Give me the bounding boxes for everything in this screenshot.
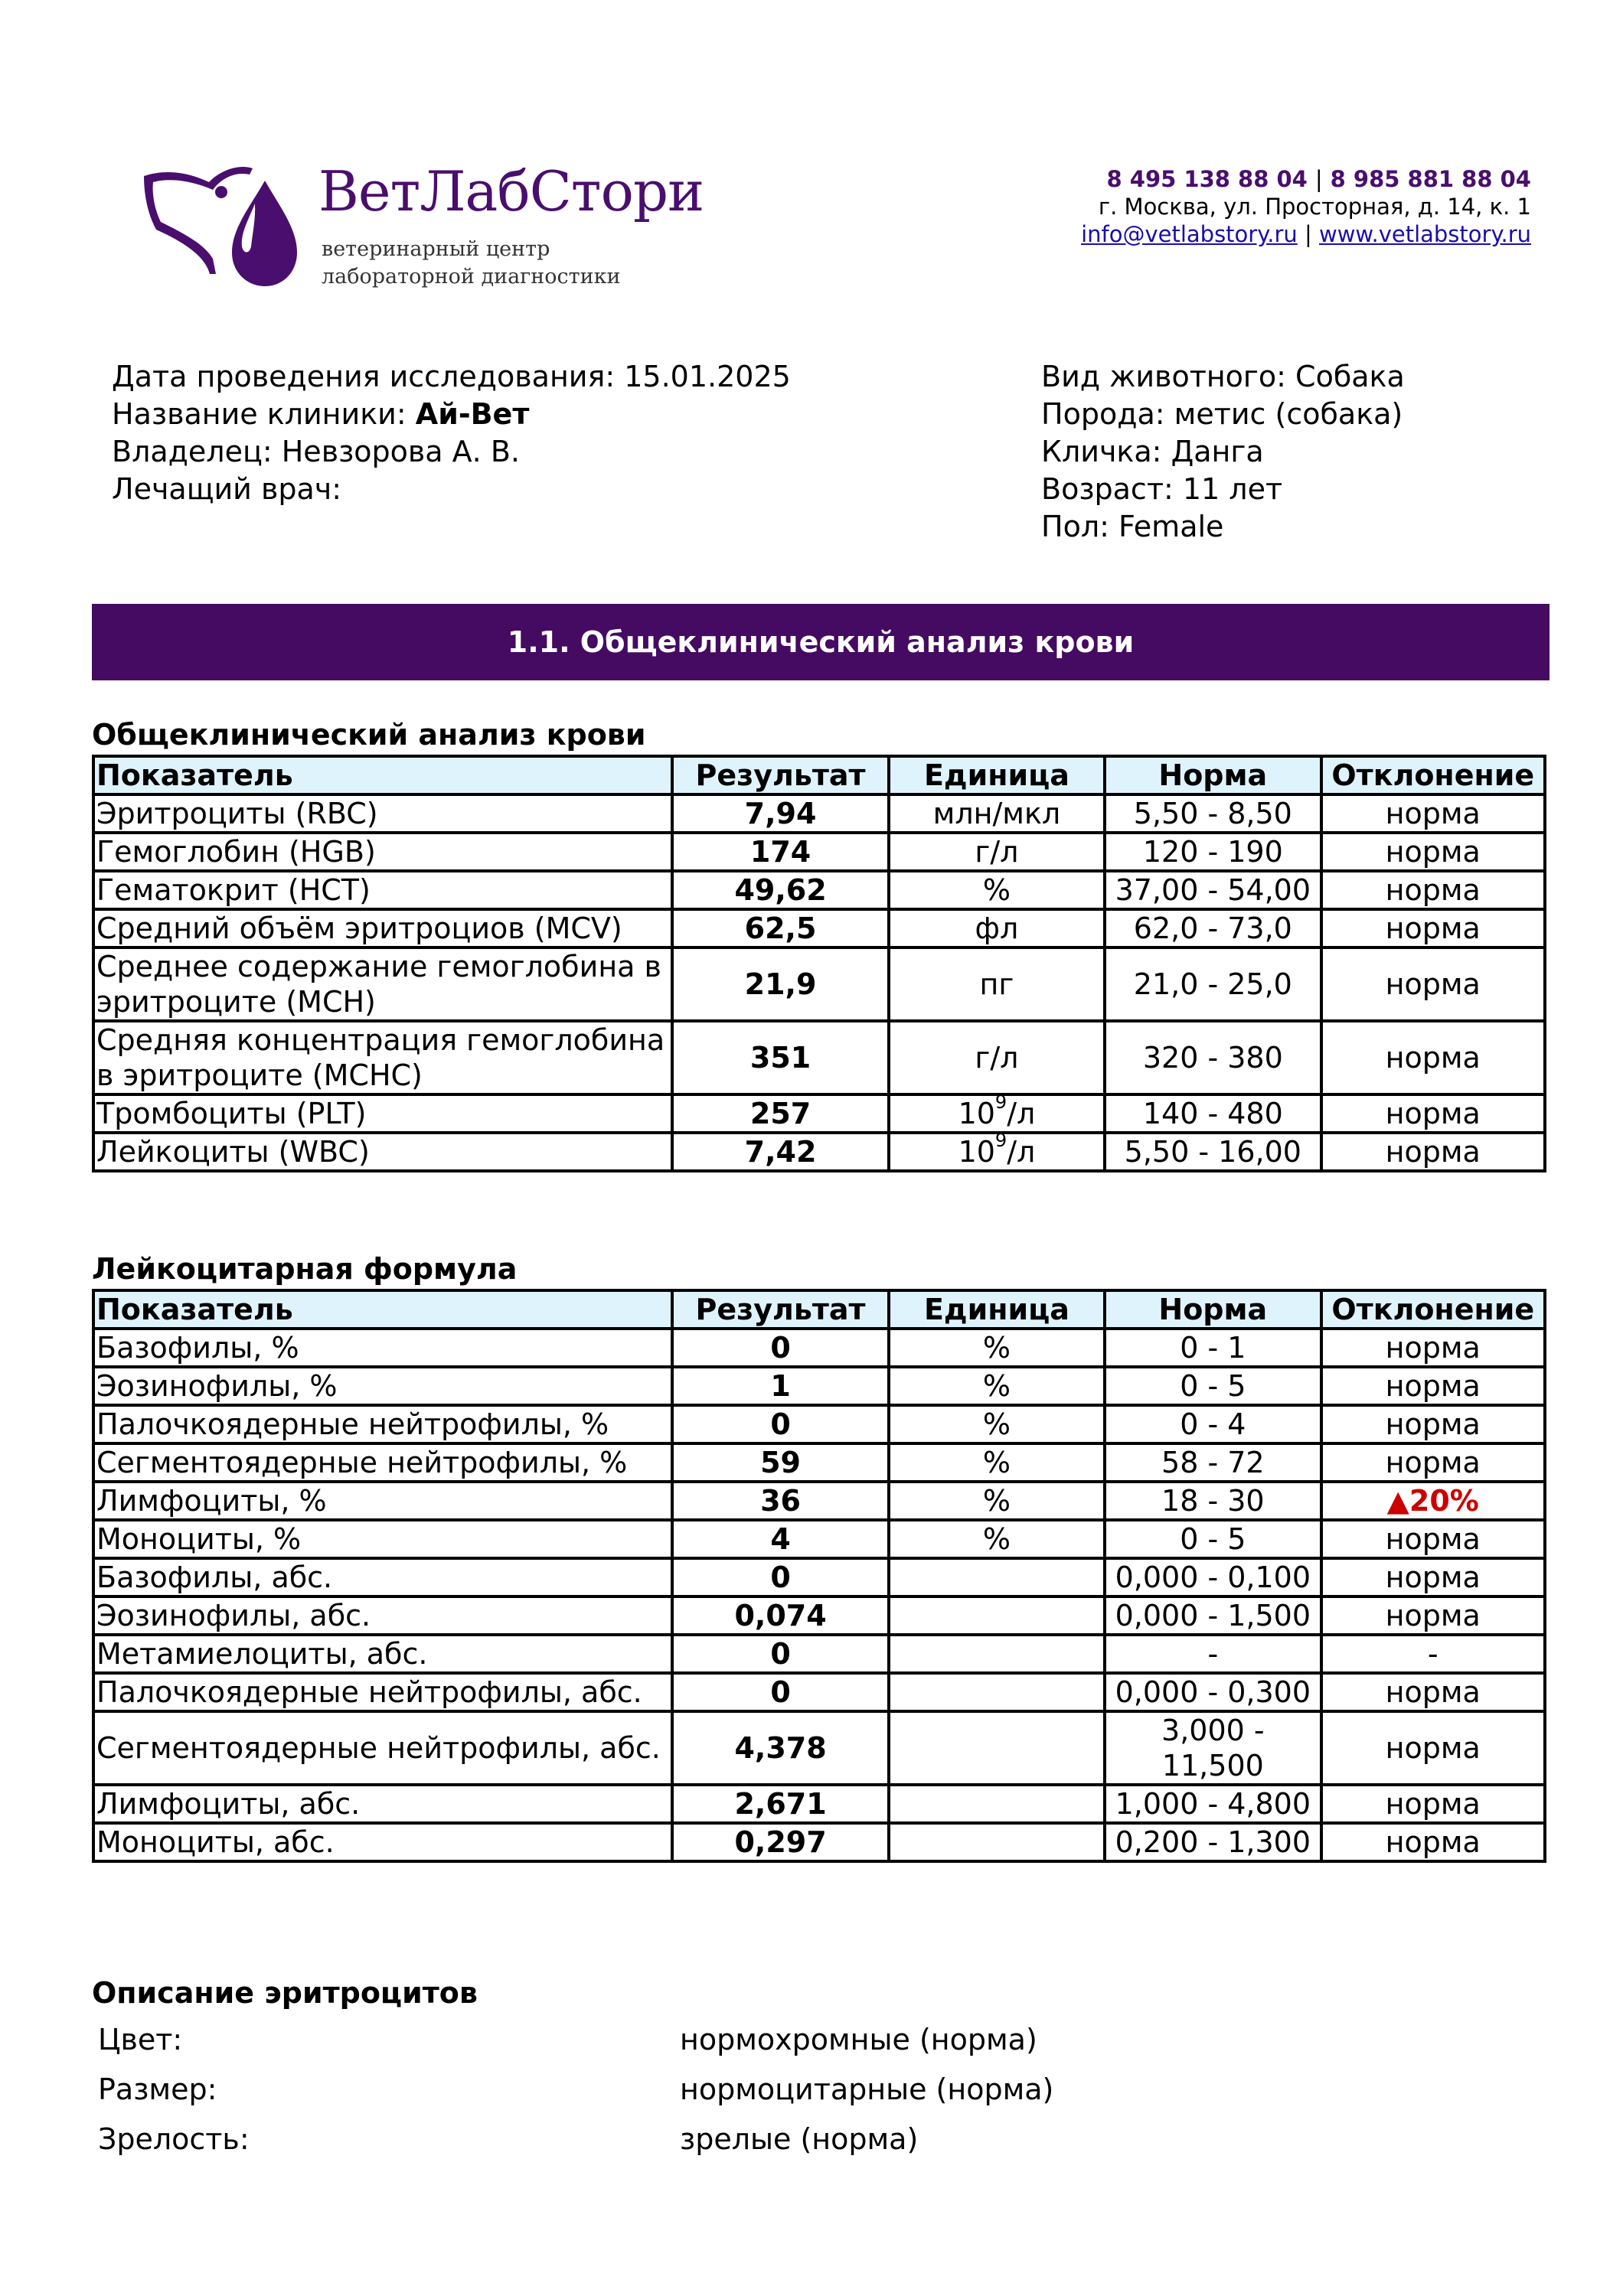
row-name: Палочкоядерные нейтрофилы, % xyxy=(93,1405,672,1443)
age-value: 11 лет xyxy=(1182,472,1283,506)
link-separator: | xyxy=(1304,221,1312,247)
study-date-label: Дата проведения исследования: xyxy=(112,360,616,393)
row-unit: млн/мкл xyxy=(889,794,1105,833)
row-norm: 120 - 190 xyxy=(1105,833,1321,871)
row-deviation: норма xyxy=(1321,1405,1546,1443)
row-deviation: норма xyxy=(1321,1823,1546,1861)
row-result: 0 xyxy=(672,1673,888,1711)
species-value: Собака xyxy=(1295,360,1405,393)
row-result: 49,62 xyxy=(672,871,888,909)
column-header-unit: Единица xyxy=(889,756,1105,794)
row-name: Гемоглобин (HGB) xyxy=(93,833,672,871)
row-deviation: норма xyxy=(1321,871,1546,909)
row-norm: 18 - 30 xyxy=(1105,1482,1321,1520)
table-row xyxy=(93,1094,1545,1133)
animal-info xyxy=(1041,358,1405,546)
pet-name-label: Кличка: xyxy=(1041,435,1162,468)
row-result: 2,671 xyxy=(672,1785,888,1823)
row-deviation: норма xyxy=(1321,1785,1546,1823)
row-result: 1 xyxy=(672,1367,888,1405)
table-row xyxy=(93,1329,1545,1367)
row-norm: 1,000 - 4,800 xyxy=(1105,1785,1321,1823)
clinic-name-value: Ай-Вет xyxy=(415,397,530,431)
study-info xyxy=(112,358,791,508)
row-unit xyxy=(889,1558,1105,1596)
section-title: 1.1. Общеклинический анализ крови xyxy=(507,625,1135,659)
owner xyxy=(112,433,791,471)
row-norm: 0 - 5 xyxy=(1105,1520,1321,1558)
table-row xyxy=(93,871,1545,909)
doctor-label: Лечащий врач: xyxy=(112,472,342,506)
table-header-row xyxy=(93,1290,1545,1329)
table-row xyxy=(93,794,1545,833)
brand-subtitle xyxy=(322,236,621,291)
leuko-table-title: Лейкоцитарная формула xyxy=(92,1252,518,1286)
section-banner xyxy=(92,604,1550,680)
row-unit: % xyxy=(889,1443,1105,1482)
row-deviation: норма xyxy=(1321,947,1546,1021)
row-unit xyxy=(889,1635,1105,1673)
table-row xyxy=(93,1785,1545,1823)
row-result: 7,42 xyxy=(672,1133,888,1171)
doctor xyxy=(112,471,791,508)
row-name: Среднее содержание гемоглобина в эритроците (MCH) xyxy=(93,947,672,1021)
brand-subtitle-line2: лабораторной диагностики xyxy=(322,265,621,289)
phones xyxy=(1081,165,1531,193)
rbc-description-title: Описание эритроцитов xyxy=(92,1976,478,2010)
study-date xyxy=(112,358,791,396)
row-result: 351 xyxy=(672,1021,888,1094)
row-unit xyxy=(889,1091,1105,1133)
sex xyxy=(1041,508,1405,546)
table-row xyxy=(93,833,1545,871)
rbc-size-value: нормоцитарные (норма) xyxy=(680,2073,1054,2106)
row-norm: 140 - 480 xyxy=(1105,1094,1321,1133)
table-row xyxy=(93,1133,1545,1171)
unit-exponent: 9 xyxy=(994,1130,1007,1151)
breed xyxy=(1041,396,1405,433)
row-result: 21,9 xyxy=(672,947,888,1021)
row-name: Сегментоядерные нейтрофилы, абс. xyxy=(93,1711,672,1785)
row-name: Лимфоциты, абс. xyxy=(93,1785,672,1823)
row-norm: 0 - 4 xyxy=(1105,1405,1321,1443)
row-name: Эозинофилы, абс. xyxy=(93,1596,672,1635)
row-norm: 0 - 5 xyxy=(1105,1367,1321,1405)
brand-subtitle-line1: ветеринарный центр xyxy=(322,237,550,261)
column-header-norm: Норма xyxy=(1105,756,1321,794)
column-header-result: Результат xyxy=(672,1290,888,1329)
deviation-value: 20% xyxy=(1409,1484,1479,1518)
table-row xyxy=(93,1635,1545,1673)
row-unit: % xyxy=(889,1482,1105,1520)
row-unit: фл xyxy=(889,909,1105,947)
table-row-abnormal xyxy=(93,1482,1545,1520)
row-deviation: норма xyxy=(1321,1329,1546,1367)
brand-name: ВетЛабСтори xyxy=(318,159,704,223)
row-deviation: норма xyxy=(1321,1673,1546,1711)
dog-drop-logo-icon xyxy=(136,159,320,289)
row-result: 7,94 xyxy=(672,794,888,833)
row-name: Палочкоядерные нейтрофилы, абс. xyxy=(93,1673,672,1711)
row-norm: 320 - 380 xyxy=(1105,1021,1321,1094)
table-row xyxy=(93,909,1545,947)
column-header-deviation: Отклонение xyxy=(1321,756,1546,794)
breed-value: метис (собака) xyxy=(1174,397,1403,431)
row-norm: 0,000 - 0,100 xyxy=(1105,1558,1321,1596)
row-name: Эритроциты (RBC) xyxy=(93,794,672,833)
row-deviation: норма xyxy=(1321,1367,1546,1405)
clinic-name xyxy=(112,396,791,433)
row-unit xyxy=(889,1823,1105,1861)
row-result: 0 xyxy=(672,1329,888,1367)
email-link[interactable]: info@vetlabstory.ru xyxy=(1081,221,1298,247)
row-deviation: норма xyxy=(1321,1021,1546,1094)
row-norm: 5,50 - 8,50 xyxy=(1105,794,1321,833)
row-unit: г/л xyxy=(889,1021,1105,1094)
row-name: Тромбоциты (PLT) xyxy=(93,1094,672,1133)
row-unit: пг xyxy=(889,947,1105,1021)
row-deviation: - xyxy=(1321,1635,1546,1673)
species xyxy=(1041,358,1405,396)
pet-name xyxy=(1041,433,1405,471)
row-unit xyxy=(889,1711,1105,1785)
breed-label: Порода: xyxy=(1041,397,1165,431)
row-name: Эозинофилы, % xyxy=(93,1367,672,1405)
row-deviation: норма xyxy=(1321,833,1546,871)
contacts-block xyxy=(1081,165,1531,248)
phone-separator: | xyxy=(1314,166,1323,192)
row-name: Моноциты, абс. xyxy=(93,1823,672,1861)
owner-value: Невзорова А. В. xyxy=(281,435,520,468)
owner-label: Владелец: xyxy=(112,435,273,468)
row-deviation: норма xyxy=(1321,1443,1546,1482)
row-unit xyxy=(889,1130,1105,1171)
table-header-row xyxy=(93,756,1545,794)
unit-suffix: /л xyxy=(1007,1135,1036,1169)
table-row xyxy=(93,1596,1545,1635)
row-name: Лейкоциты (WBC) xyxy=(93,1133,672,1171)
row-result: 4,378 xyxy=(672,1711,888,1785)
row-result: 4 xyxy=(672,1520,888,1558)
row-unit: % xyxy=(889,1405,1105,1443)
unit-base: 10 xyxy=(958,1135,995,1169)
row-result: 36 xyxy=(672,1482,888,1520)
table-row xyxy=(93,1673,1545,1711)
row-name: Базофилы, абс. xyxy=(93,1558,672,1596)
column-header-deviation: Отклонение xyxy=(1321,1290,1546,1329)
column-header-unit: Единица xyxy=(889,1290,1105,1329)
cbc-table-title: Общеклинический анализ крови xyxy=(92,718,646,752)
row-name: Средняя концентрация гемоглобина в эритроците (MCHC) xyxy=(93,1021,672,1094)
row-result: 0 xyxy=(672,1635,888,1673)
clinic-logo xyxy=(136,159,718,297)
row-result: 174 xyxy=(672,833,888,871)
row-deviation: норма xyxy=(1321,1133,1546,1171)
row-unit: % xyxy=(889,1329,1105,1367)
row-result: 62,5 xyxy=(672,909,888,947)
row-unit: г/л xyxy=(889,833,1105,871)
row-result: 257 xyxy=(672,1094,888,1133)
cbc-table xyxy=(92,755,1546,1172)
phone-1[interactable]: 8 495 138 88 04 xyxy=(1106,166,1308,192)
row-deviation: норма xyxy=(1321,1558,1546,1596)
row-norm: 3,000 - 11,500 xyxy=(1105,1711,1321,1785)
column-header-result: Результат xyxy=(672,756,888,794)
row-unit xyxy=(889,1596,1105,1635)
row-norm: 62,0 - 73,0 xyxy=(1105,909,1321,947)
row-norm: 0,000 - 1,500 xyxy=(1105,1596,1321,1635)
row-name: Метамиелоциты, абс. xyxy=(93,1635,672,1673)
row-norm: 21,0 - 25,0 xyxy=(1105,947,1321,1021)
row-result: 0,297 xyxy=(672,1823,888,1861)
row-name: Гематокрит (HCT) xyxy=(93,871,672,909)
study-date-value: 15.01.2025 xyxy=(624,360,791,393)
rbc-size-label: Размер: xyxy=(98,2073,217,2106)
table-row xyxy=(93,1520,1545,1558)
phone-2[interactable]: 8 985 881 88 04 xyxy=(1330,166,1531,192)
row-name: Базофилы, % xyxy=(93,1329,672,1367)
pet-name-value: Данга xyxy=(1171,435,1264,468)
leuko-table xyxy=(92,1289,1546,1863)
sex-value: Female xyxy=(1118,510,1224,543)
row-deviation: норма xyxy=(1321,1520,1546,1558)
row-deviation: норма xyxy=(1321,1711,1546,1785)
rbc-maturity-label: Зрелость: xyxy=(98,2122,250,2156)
column-header-norm: Норма xyxy=(1105,1290,1321,1329)
table-row xyxy=(93,947,1545,1021)
row-deviation: норма xyxy=(1321,794,1546,833)
row-result: 0 xyxy=(672,1558,888,1596)
clinic-name-label: Название клиники: xyxy=(112,397,407,431)
table-row xyxy=(93,1558,1545,1596)
table-row xyxy=(93,1021,1545,1094)
age-label: Возраст: xyxy=(1041,472,1174,506)
table-row xyxy=(93,1405,1545,1443)
row-norm: 58 - 72 xyxy=(1105,1443,1321,1482)
row-norm: 0,200 - 1,300 xyxy=(1105,1823,1321,1861)
row-unit xyxy=(889,1673,1105,1711)
rbc-maturity-value: зрелые (норма) xyxy=(680,2122,919,2156)
row-unit: % xyxy=(889,1520,1105,1558)
rbc-color-value: нормохромные (норма) xyxy=(680,2023,1037,2056)
species-label: Вид животного: xyxy=(1041,360,1286,393)
row-deviation: норма xyxy=(1321,909,1546,947)
row-result: 0 xyxy=(672,1405,888,1443)
table-row xyxy=(93,1823,1545,1861)
row-name: Моноциты, % xyxy=(93,1520,672,1558)
row-norm: - xyxy=(1105,1635,1321,1673)
row-norm: 0 - 1 xyxy=(1105,1329,1321,1367)
row-name: Лимфоциты, % xyxy=(93,1482,672,1520)
address: г. Москва, ул. Просторная, д. 14, к. 1 xyxy=(1098,194,1531,220)
unit-base: 10 xyxy=(958,1097,995,1130)
age xyxy=(1041,471,1405,508)
row-norm: 0,000 - 0,300 xyxy=(1105,1673,1321,1711)
unit-suffix: /л xyxy=(1007,1097,1036,1130)
row-deviation: норма xyxy=(1321,1596,1546,1635)
website-link[interactable]: www.vetlabstory.ru xyxy=(1318,221,1531,247)
unit-exponent: 9 xyxy=(994,1091,1007,1113)
row-name: Средний объём эритроциов (MCV) xyxy=(93,909,672,947)
row-norm: 37,00 - 54,00 xyxy=(1105,871,1321,909)
row-unit xyxy=(889,1785,1105,1823)
row-norm: 5,50 - 16,00 xyxy=(1105,1133,1321,1171)
row-deviation: норма xyxy=(1321,1094,1546,1133)
row-unit: % xyxy=(889,1367,1105,1405)
row-deviation-high xyxy=(1321,1482,1546,1520)
column-header-name: Показатель xyxy=(93,756,672,794)
row-name: Сегментоядерные нейтрофилы, % xyxy=(93,1443,672,1482)
column-header-name: Показатель xyxy=(93,1290,672,1329)
row-result: 0,074 xyxy=(672,1596,888,1635)
row-result: 59 xyxy=(672,1443,888,1482)
row-unit: % xyxy=(889,871,1105,909)
table-row xyxy=(93,1443,1545,1482)
table-row xyxy=(93,1367,1545,1405)
sex-label: Пол: xyxy=(1041,510,1109,543)
links xyxy=(1081,220,1531,248)
arrow-up-icon: ▲ xyxy=(1386,1484,1409,1518)
table-row xyxy=(93,1711,1545,1785)
rbc-color-label: Цвет: xyxy=(98,2023,183,2056)
